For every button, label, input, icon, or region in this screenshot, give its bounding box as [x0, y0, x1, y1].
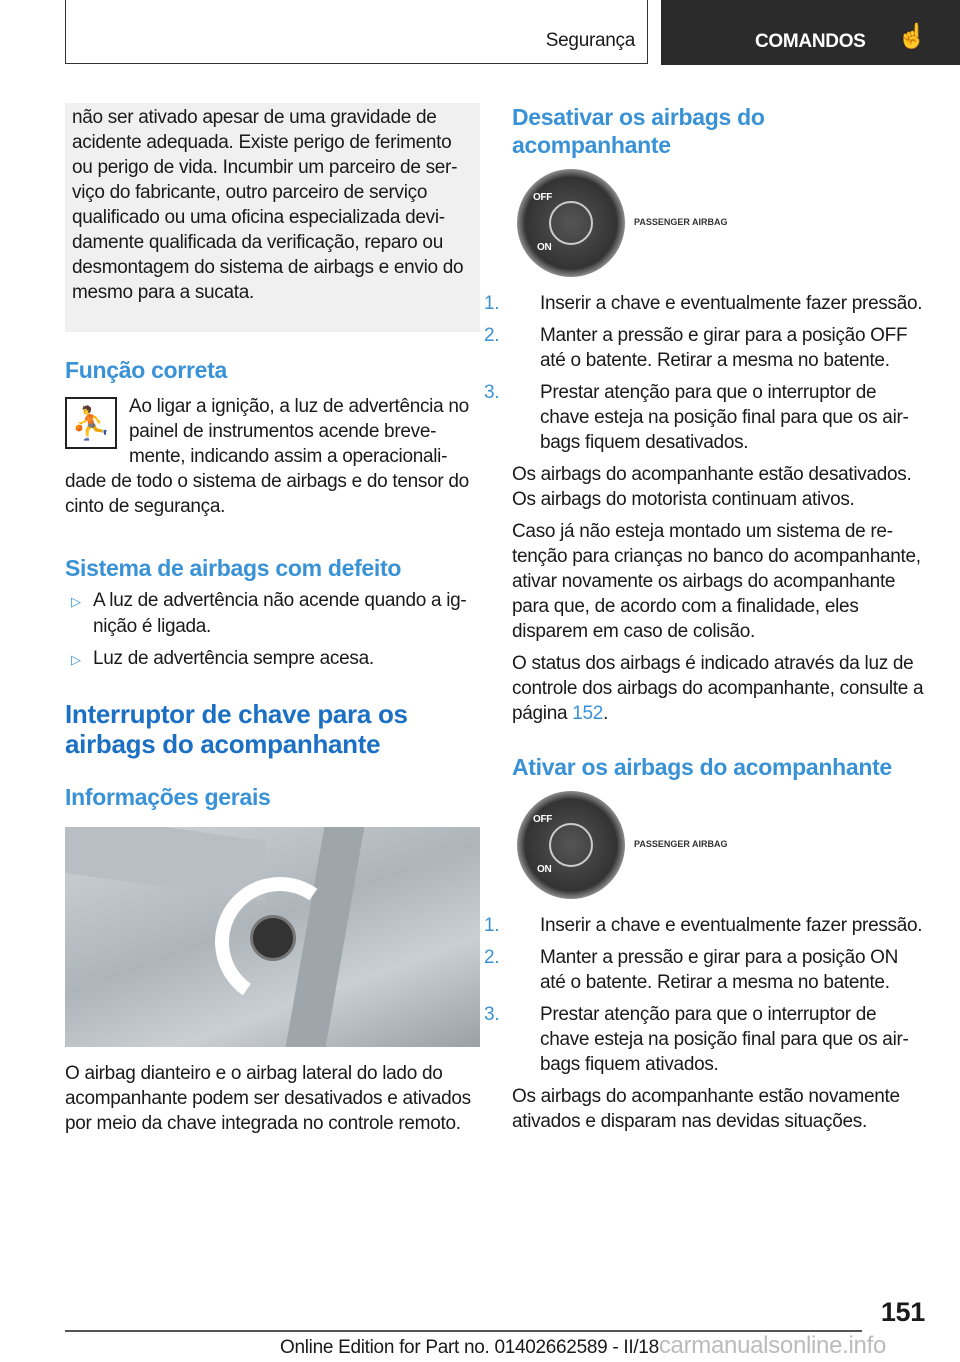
chapter-tab	[661, 0, 960, 65]
funcao-text: Ao ligar a ignição, a luz de advertência no painel de instrumentos acende brevemente, indicando assim a operacionalidade de todo o sistema de airbags e do tensor do cinto de segurança.	[65, 396, 469, 517]
switch-on-label: ON	[537, 864, 552, 875]
heading-desativar: Desativar os airbags do acompanhante	[512, 104, 765, 158]
paragraph: Os airbags do acompanhante estão desativados. Os airbags do motorista continuam ativos.	[512, 464, 912, 510]
airbag-key-switch-on-figure	[512, 791, 927, 899]
paragraph: Os airbags do acompanhante estão novamente ativados e disparam nas devidas situações.	[512, 1086, 900, 1132]
item-text: Luz de advertência sempre acesa.	[93, 648, 374, 669]
step-item: 3. Prestar atenção para que o interruptor de chave esteja na posição final para que os airbags fiquem desativados.	[484, 382, 909, 453]
switch-on-label: ON	[537, 242, 552, 253]
airbag-warning-icon: ⛹	[65, 397, 117, 449]
page-link[interactable]: 152	[572, 703, 604, 724]
info-text: O airbag dianteiro e o airbag lateral do lado do acompanhante podem ser desativados e ativados por meio da chave integrada no controle remoto.	[65, 1063, 471, 1134]
step-text: Prestar atenção para que o interruptor de chave esteja na posição final para que os airbags fiquem ativados.	[540, 1004, 909, 1075]
heading-info: Informações gerais	[65, 784, 271, 810]
switch-label: PASSENGER AIRBAG	[634, 839, 728, 849]
step-text: Inserir a chave e eventualmente fazer pressão.	[540, 915, 923, 936]
triangle-bullet-icon: ▷	[71, 594, 81, 609]
paragraph	[512, 651, 927, 726]
chapter-title: COMANDOS	[755, 31, 866, 52]
step-text: Manter a pressão e girar para a posição OFF até o batente. Retirar a mesma no batente.	[540, 325, 908, 371]
heading-interruptor: Interruptor de chave para os airbags do acompanhante	[65, 699, 408, 759]
watermark: carmanualsonline.info	[658, 1332, 887, 1359]
dashboard-switch-photo	[65, 827, 480, 1047]
step-item: 1. Inserir a chave e eventualmente fazer pressão.	[484, 915, 923, 936]
text: O status dos airbags é indicado através da luz de controle dos airbags do acompanhante, consulte a página	[512, 653, 924, 724]
triangle-bullet-icon: ▷	[71, 652, 81, 667]
heading-ativar: Ativar os airbags do acompanhante	[512, 754, 892, 780]
funcao-block	[65, 394, 480, 519]
section-title: Segurança	[545, 30, 635, 51]
airbag-key-switch-off	[517, 169, 625, 277]
list-item	[65, 646, 480, 672]
item-text: A luz de advertência não acende quando a ignição é ligada.	[93, 590, 467, 637]
note-text: não ser ativado apesar de uma gravidade de acidente adequada. Existe perigo de ferimento ou perigo de vida. Incumbir um parceiro de serviço do fabricante, outro parceiro de serviço qualificado ou uma oficina especializada devidamente qualificada da verificação, reparo ou desmontagem do sistema de airbags e envio do mesmo para a sucata.	[72, 107, 464, 303]
step-text: Prestar atenção para que o interruptor de chave esteja na posição final para que os airbags fiquem desativados.	[540, 382, 909, 453]
footer-edition	[280, 1333, 886, 1360]
step-text: Manter a pressão e girar para a posição ON até o batente. Retirar a mesma no batente.	[540, 947, 899, 993]
heading-funcao: Função correta	[65, 357, 227, 383]
step-item: 2. Manter a pressão e girar para a posição ON até o batente. Retirar a mesma no batente.	[484, 947, 899, 993]
switch-label: PASSENGER AIRBAG	[634, 217, 728, 227]
step-item: 3. Prestar atenção para que o interruptor de chave esteja na posição final para que os airbags fiquem ativados.	[484, 1004, 909, 1075]
edition-text: Online Edition for Part no. 01402662589 - II/18	[280, 1337, 659, 1358]
page-number: 151	[880, 1297, 925, 1327]
heading-defeito: Sistema de airbags com defeito	[65, 555, 402, 581]
paragraph: Caso já não esteja montado um sistema de retenção para crianças no banco do acompanhante, ativar novamente os airbags do acompanhante para que, de acordo com a finalidade, eles disparem em caso de colisão.	[512, 521, 921, 642]
step-text: Inserir a chave e eventualmente fazer pressão.	[540, 293, 923, 314]
airbag-key-switch-on	[517, 791, 625, 899]
switch-off-label: OFF	[533, 814, 553, 825]
switch-off-label: OFF	[533, 192, 553, 203]
right-column	[484, 103, 927, 1141]
warning-note	[65, 103, 480, 332]
airbag-key-switch-off-figure	[512, 169, 927, 277]
step-item: 1. Inserir a chave e eventualmente fazer pressão.	[484, 293, 923, 314]
list-item	[65, 588, 480, 639]
left-column	[65, 103, 480, 1143]
text: .	[603, 703, 609, 724]
step-item: 2. Manter a pressão e girar para a posição OFF até o batente. Retirar a mesma no batente.	[484, 325, 908, 371]
pointing-hand-icon: ☝	[897, 23, 927, 50]
